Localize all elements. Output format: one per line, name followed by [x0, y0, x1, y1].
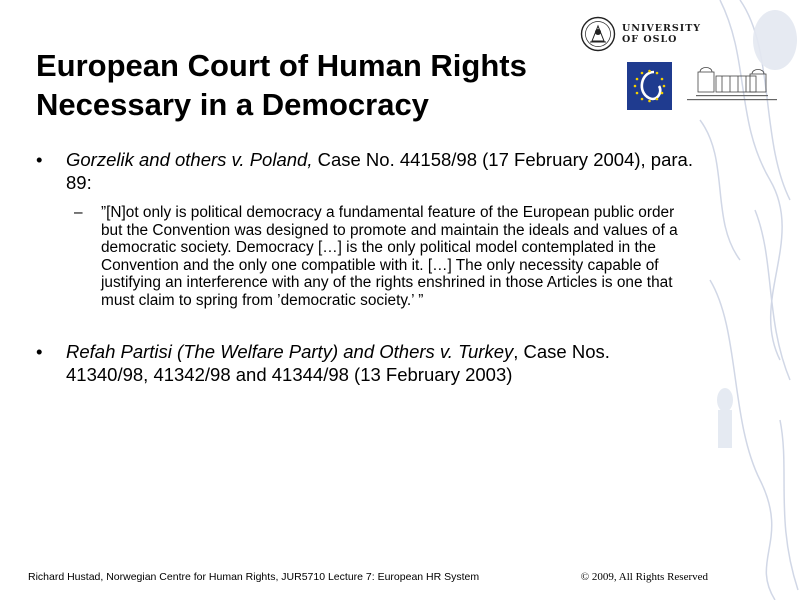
- case-citation: , Case Nos. 41340/98, 41342/98 and 41344/98 (13 February 2003): [66, 340, 610, 385]
- case-name: Gorzelik and others v. Poland,: [66, 149, 313, 170]
- university-of-oslo-logo: [580, 16, 701, 52]
- university-seal-icon: [580, 16, 616, 52]
- court-building-logo: [682, 64, 782, 104]
- university-name-line-1: UNIVERSITY: [622, 23, 702, 34]
- title-line-2: Necessary in a Democracy: [36, 87, 429, 122]
- bullet-dot-icon: •: [36, 149, 43, 170]
- quote-text: ”[N]ot only is political democracy a fundamental feature of the European public order but the Convention was designed to promote and maintain the ideals and values of a democratic society. Democracy […] is the only political model contemplated in the Convention and the only one compatible with it. […] The only necessity capable of justifying an interference with any of the rights enshrined in those Articles is one that must claim to spring from ’democratic society.’ ”: [101, 204, 678, 309]
- bullet-refah: [36, 340, 696, 386]
- title-line-1: European Court of Human Rights: [36, 48, 527, 83]
- case-citation: Case No. 44158/98 (17 February 2004), para. 89:: [66, 149, 693, 193]
- slide-title: [36, 46, 606, 124]
- bullet-dot-icon: •: [36, 340, 43, 362]
- case-name: Refah Partisi (The Welfare Party) and Others v. Turkey: [66, 340, 514, 362]
- footer-credit: Richard Hustad, Norwegian Centre for Human Rights, JUR5710 Lecture 7: European HR System: [28, 571, 480, 583]
- footer-copyright: © 2009, All Rights Reserved: [580, 571, 708, 583]
- council-of-europe-logo: [627, 62, 672, 110]
- dash-icon: –: [74, 204, 83, 221]
- university-name-line-2: OF OSLO: [622, 34, 678, 45]
- logo-group: [580, 16, 705, 116]
- university-name: [622, 23, 701, 45]
- sub-bullet-quote: [36, 204, 691, 310]
- slide-content: [36, 148, 696, 386]
- bullet-gorzelik: [36, 148, 696, 310]
